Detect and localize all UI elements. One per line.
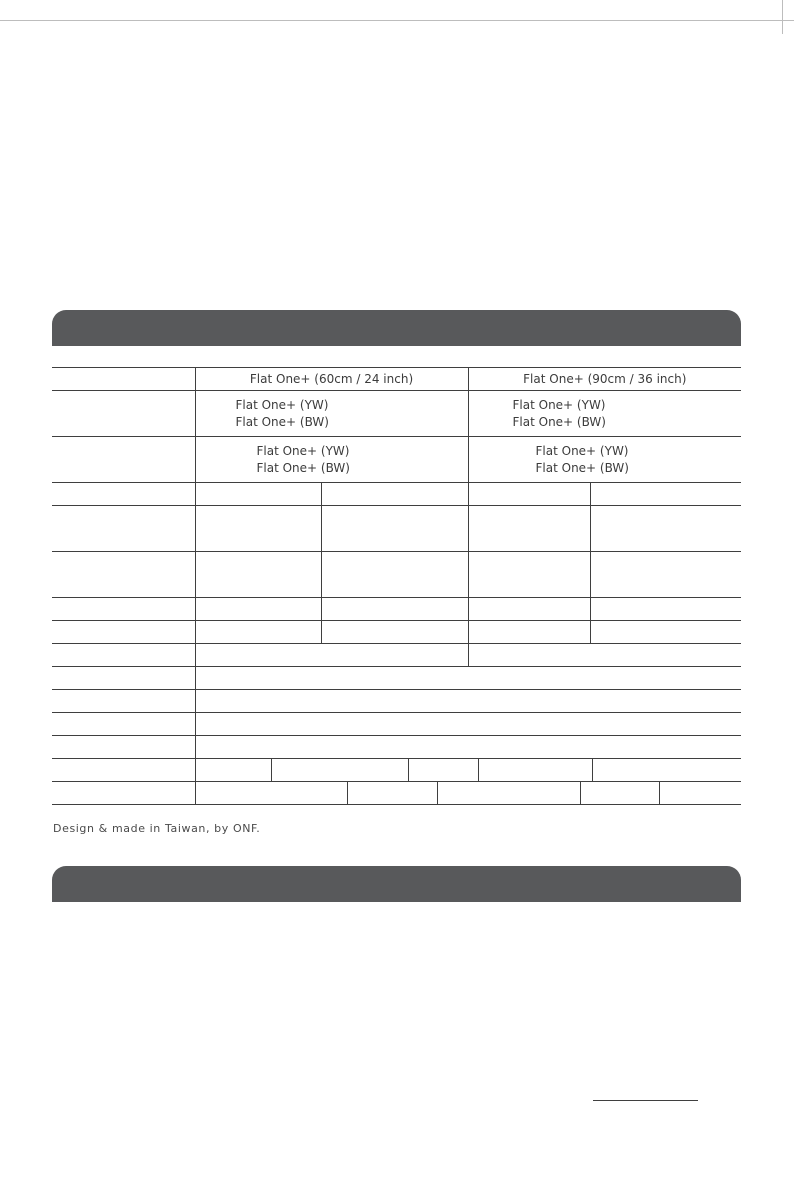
table-cell	[195, 644, 468, 667]
list-item: Flat One+ (BW)	[535, 460, 629, 475]
model-36-header: Flat One+ (90cm / 36 inch)	[468, 368, 741, 391]
model-variant-list	[468, 391, 741, 437]
row-label-cell	[52, 391, 195, 437]
table-cell	[468, 483, 590, 506]
table-cell	[468, 598, 590, 621]
table-cell	[195, 552, 321, 598]
table-row	[52, 598, 741, 621]
list-item: Flat One+ (YW)	[256, 443, 350, 458]
table-cell	[590, 483, 741, 506]
table-cell	[195, 667, 741, 690]
table-cell	[590, 552, 741, 598]
list-item: Flat One+ (YW)	[235, 397, 329, 412]
row-label-cell	[52, 621, 195, 644]
list-item: Flat One+ (BW)	[256, 460, 350, 475]
table-cell	[196, 782, 348, 804]
table-cell	[348, 782, 438, 804]
table-cell	[581, 782, 660, 804]
row-label-cell	[52, 713, 195, 736]
model-24-header: Flat One+ (60cm / 24 inch)	[195, 368, 468, 391]
list-item: Flat One+ (BW)	[235, 414, 329, 429]
table-cell	[468, 644, 741, 667]
row-label-cell	[52, 483, 195, 506]
table-row	[52, 736, 741, 759]
row-label-cell	[52, 782, 195, 805]
crop-mark-vertical	[782, 0, 783, 34]
table-row	[52, 713, 741, 736]
table-row	[52, 368, 741, 391]
table-cell	[321, 483, 468, 506]
table-cell	[468, 552, 590, 598]
subdivided-row	[196, 759, 742, 781]
table-cell	[438, 782, 581, 804]
table-cell	[196, 759, 272, 781]
table-cell	[409, 759, 479, 781]
table-cell	[272, 759, 409, 781]
row-label-cell	[52, 437, 195, 483]
subdivided-row	[196, 782, 742, 804]
list-item: Flat One+ (YW)	[535, 443, 629, 458]
subdivided-cell	[195, 782, 741, 805]
table-row	[52, 483, 741, 506]
row-label-cell	[52, 644, 195, 667]
row-label-cell	[52, 667, 195, 690]
section-header-bar-warranty	[52, 866, 741, 902]
list-item: Flat One+ (BW)	[512, 414, 606, 429]
model-variant-list	[468, 437, 741, 483]
table-cell	[321, 621, 468, 644]
table-cell	[195, 506, 321, 552]
row-label-cell	[52, 552, 195, 598]
table-cell	[468, 621, 590, 644]
row-label-cell	[52, 690, 195, 713]
table-row	[52, 782, 741, 805]
model-variant-list	[195, 437, 468, 483]
signature-line	[593, 1100, 698, 1101]
subdivided-cell	[195, 759, 741, 782]
table-cell	[593, 759, 742, 781]
table-cell	[195, 483, 321, 506]
table-cell	[195, 598, 321, 621]
table-cell	[321, 598, 468, 621]
crop-mark-horizontal	[0, 20, 794, 21]
table-cell	[195, 621, 321, 644]
section-header-bar-specifications	[52, 310, 741, 346]
row-label-cell	[52, 368, 195, 391]
origin-footnote: Design & made in Taiwan, by ONF.	[53, 822, 261, 835]
row-label-cell	[52, 598, 195, 621]
table-row	[52, 506, 741, 552]
table-cell	[660, 782, 742, 804]
table-cell	[590, 621, 741, 644]
table-row	[52, 437, 741, 483]
table-row	[52, 552, 741, 598]
table-row	[52, 690, 741, 713]
table-row	[52, 759, 741, 782]
list-item: Flat One+ (YW)	[512, 397, 606, 412]
table-row	[52, 644, 741, 667]
row-label-cell	[52, 736, 195, 759]
table-cell	[468, 506, 590, 552]
table-cell	[195, 736, 741, 759]
specification-table	[52, 367, 741, 805]
table-cell	[321, 506, 468, 552]
row-label-cell	[52, 759, 195, 782]
table-cell	[479, 759, 593, 781]
table-cell	[321, 552, 468, 598]
model-variant-list	[195, 391, 468, 437]
table-cell	[195, 690, 741, 713]
table-cell	[195, 713, 741, 736]
row-label-cell	[52, 506, 195, 552]
table-row	[52, 621, 741, 644]
table-row	[52, 667, 741, 690]
table-row	[52, 391, 741, 437]
table-cell	[590, 506, 741, 552]
table-cell	[590, 598, 741, 621]
